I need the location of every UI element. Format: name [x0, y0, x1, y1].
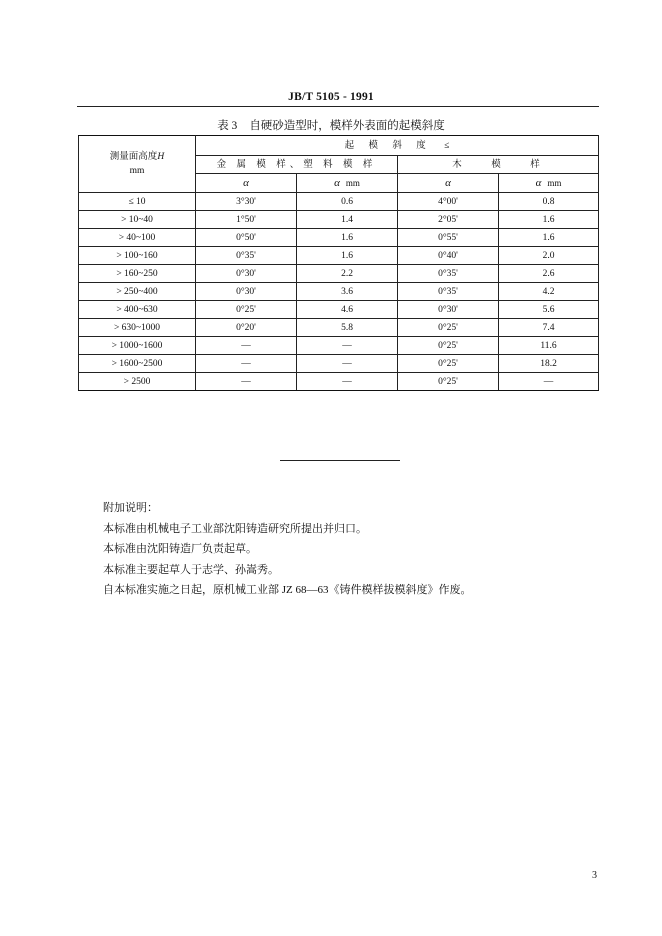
height-range-cell: > 630~1000	[79, 319, 196, 337]
table-cell: 0°25'	[398, 319, 499, 337]
table-cell: 0°35'	[398, 265, 499, 283]
table-row	[79, 319, 599, 337]
table-cell: 4.6	[297, 301, 398, 319]
col-header-symbol: α	[243, 176, 249, 189]
subgroup-metal-plastic-label: 金 属 模 样、塑 料 模 样	[216, 159, 377, 170]
table-cell: 5.8	[297, 319, 398, 337]
subgroup-metal-plastic	[196, 156, 398, 174]
subgroup-wood-label: 木 模 样	[452, 159, 544, 170]
row-header-cell	[79, 136, 196, 193]
row-header-label: 测量面高度	[109, 152, 158, 162]
table-cell: 0°25'	[398, 373, 499, 391]
group-symbol: ≤	[444, 140, 450, 151]
height-range-cell: > 1600~2500	[79, 355, 196, 373]
notes-heading: 附加说明：	[103, 502, 158, 514]
end-rule	[280, 460, 400, 461]
table-cell: 4°00'	[398, 193, 499, 211]
table-cell: 18.2	[499, 355, 599, 373]
table-row	[79, 373, 599, 391]
height-range-cell: > 1000~1600	[79, 337, 196, 355]
col-header-wood-mm	[499, 174, 599, 193]
table-row	[79, 247, 599, 265]
table-cell: 0°25'	[196, 301, 297, 319]
table-cell: 0°20'	[196, 319, 297, 337]
table-cell: 1.6	[297, 229, 398, 247]
table-row	[79, 283, 599, 301]
table-cell: 1.6	[499, 211, 599, 229]
table-row	[79, 229, 599, 247]
table-row	[79, 265, 599, 283]
table-cell: 0°30'	[196, 265, 297, 283]
table-cell: 0°25'	[398, 355, 499, 373]
col-header-wood-angle	[398, 174, 499, 193]
notes-line: 本标准由沈阳铸造厂负责起草。	[103, 543, 257, 555]
table-row	[79, 193, 599, 211]
height-range-cell: > 40~100	[79, 229, 196, 247]
table-row	[79, 301, 599, 319]
table-cell: 0°55'	[398, 229, 499, 247]
table-cell: —	[297, 373, 398, 391]
height-range-cell: > 10~40	[79, 211, 196, 229]
table-cell: 7.4	[499, 319, 599, 337]
table-cell: 0°35'	[398, 283, 499, 301]
table-cell: 1.4	[297, 211, 398, 229]
table-cell: 0°50'	[196, 229, 297, 247]
col-header-metal-mm	[297, 174, 398, 193]
table-cell: —	[297, 337, 398, 355]
col-header-unit: mm	[547, 177, 562, 188]
table-cell: 1.6	[499, 229, 599, 247]
table-cell: —	[196, 337, 297, 355]
subgroup-wood	[398, 156, 599, 174]
table-cell: 3°30'	[196, 193, 297, 211]
col-header-symbol: α	[535, 176, 542, 189]
row-header-unit: mm	[129, 166, 145, 176]
height-range-cell: > 400~630	[79, 301, 196, 319]
height-range-cell: > 250~400	[79, 283, 196, 301]
col-header-metal-angle	[196, 174, 297, 193]
table-cell: 3.6	[297, 283, 398, 301]
page-number: 3	[592, 870, 597, 881]
table-cell: 1.6	[297, 247, 398, 265]
table-cell: 0°25'	[398, 337, 499, 355]
table-cell: 2°05'	[398, 211, 499, 229]
table-cell: 11.6	[499, 337, 599, 355]
row-header-var: H	[157, 152, 165, 162]
height-range-cell: > 160~250	[79, 265, 196, 283]
table-cell: —	[297, 355, 398, 373]
table-cell: 0°40'	[398, 247, 499, 265]
table-title: 自硬砂造型时，模样外表面的起模斜度	[249, 120, 445, 132]
height-range-cell: > 100~160	[79, 247, 196, 265]
table-cell: 2.0	[499, 247, 599, 265]
table-cell: 0°35'	[196, 247, 297, 265]
table-cell: —	[196, 355, 297, 373]
table-cell: —	[196, 373, 297, 391]
height-range-cell: > 2500	[79, 373, 196, 391]
height-range-cell: ≤ 10	[79, 193, 196, 211]
table-row	[79, 211, 599, 229]
notes-line: 本标准由机械电子工业部沈阳铸造研究所提出并归口。	[103, 522, 367, 535]
table-cell: 0°30'	[398, 301, 499, 319]
table-row	[79, 337, 599, 355]
table-cell: 2.2	[297, 265, 398, 283]
draft-angle-table	[78, 135, 599, 391]
table-caption	[0, 117, 662, 133]
table-number: 表 3	[217, 120, 238, 132]
notes-line: 本标准主要起草人于志学、孙嵩秀。	[103, 563, 279, 576]
table-cell: —	[499, 373, 599, 391]
col-header-symbol: α	[334, 176, 340, 189]
col-header-symbol: α	[445, 176, 451, 189]
table-cell: 0.8	[499, 193, 599, 211]
table-row	[79, 355, 599, 373]
table-cell: 4.2	[499, 283, 599, 301]
table-cell: 5.6	[499, 301, 599, 319]
group-title-cell	[196, 136, 599, 156]
group-title: 起 模 斜 度	[344, 140, 432, 151]
header-divider	[77, 106, 599, 107]
additional-notes	[103, 498, 472, 601]
notes-line: 自本标准实施之日起，原机械工业部 JZ 68—63《铸件模样拔模斜度》作废。	[103, 584, 472, 596]
table-cell: 0.6	[297, 193, 398, 211]
table-cell: 1°50'	[196, 211, 297, 229]
col-header-unit: mm	[345, 177, 360, 188]
table-cell: 2.6	[499, 265, 599, 283]
document-code: JB/T 5105 - 1991	[288, 91, 374, 103]
table-cell: 0°30'	[196, 283, 297, 301]
